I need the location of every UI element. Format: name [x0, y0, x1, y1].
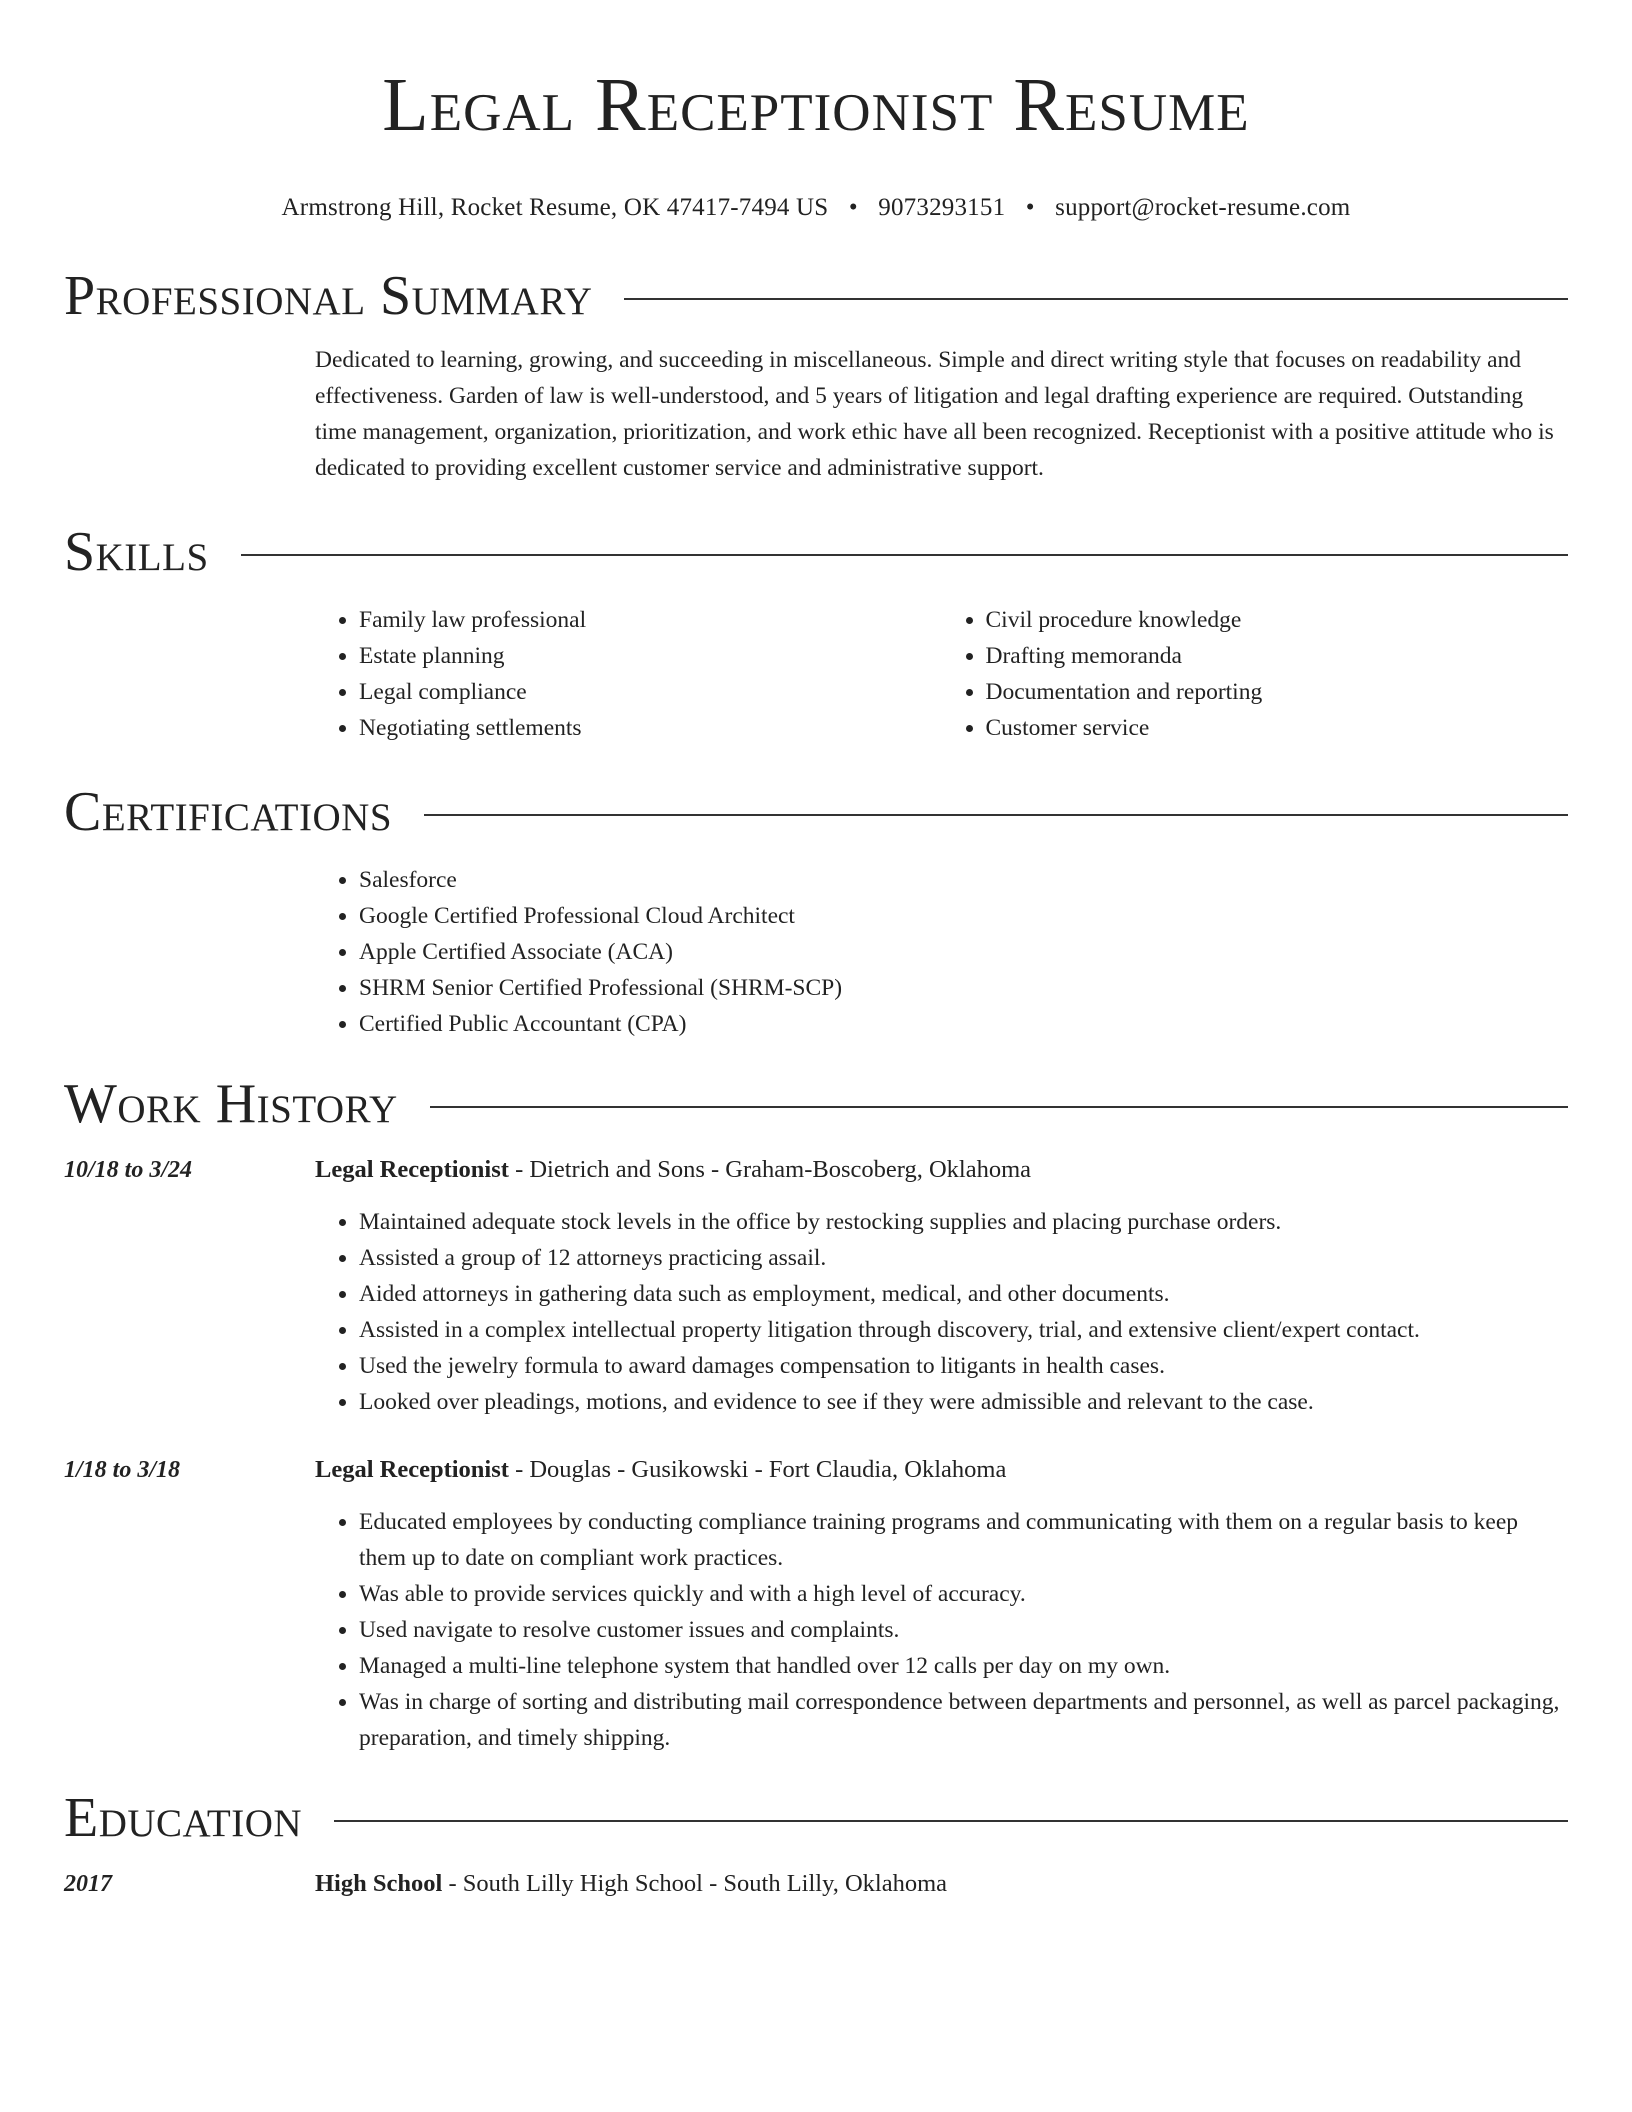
- resume-title: Legal Receptionist Resume: [382, 63, 1250, 147]
- job-heading: [315, 1452, 1568, 1488]
- job-bullet: • Assisted in a complex intellectual property litigation through discovery, trial, and extensive client/expert contact.: [359, 1312, 1568, 1348]
- section-divider: [424, 814, 1568, 816]
- education-degree: High School: [315, 1870, 443, 1897]
- skill-item: • Family law professional: [359, 602, 942, 638]
- skill-item: • Customer service: [986, 710, 1569, 746]
- certification-item: • Certified Public Accountant (CPA): [359, 1006, 1568, 1042]
- education-school-location: - South Lilly High School - South Lilly, Oklahoma: [442, 1870, 948, 1897]
- certifications-list: [315, 862, 1568, 1042]
- job-entry: [64, 1152, 1568, 1420]
- job-dates: 1/18 to 3/18: [64, 1457, 181, 1483]
- skill-item: • Civil procedure knowledge: [986, 602, 1569, 638]
- section-divider: [241, 554, 1568, 556]
- education-year: 2017: [64, 1871, 112, 1897]
- skill-item: • Negotiating settlements: [359, 710, 942, 746]
- section-title-skills: Skills: [64, 521, 209, 583]
- job-bullet: • Was able to provide services quickly and with a high level of accuracy.: [359, 1576, 1568, 1612]
- education-entry: [64, 1866, 1568, 1902]
- skills-column-left: [315, 602, 942, 746]
- section-divider: [430, 1106, 1568, 1108]
- job-bullet: • Looked over pleadings, motions, and evidence to see if they were admissible and relevant to the case.: [359, 1384, 1568, 1420]
- section-title-summary: Professional Summary: [64, 265, 593, 327]
- section-header-summary: [64, 264, 1568, 328]
- skill-item: • Legal compliance: [359, 674, 942, 710]
- job-entry: [64, 1452, 1568, 1756]
- education-heading: [315, 1866, 1568, 1902]
- contact-address: Armstrong Hill, Rocket Resume, OK 47417-7494 US: [281, 194, 829, 221]
- job-title: Legal Receptionist: [315, 1156, 509, 1183]
- job-bullets: [315, 1504, 1568, 1756]
- certification-item: • Apple Certified Associate (ACA): [359, 934, 1568, 970]
- certification-item: • Salesforce: [359, 862, 1568, 898]
- section-divider: [334, 1820, 1568, 1822]
- job-bullet: • Assisted a group of 12 attorneys practicing assail.: [359, 1240, 1568, 1276]
- job-dates: 10/18 to 3/24: [64, 1157, 193, 1183]
- skill-item: • Estate planning: [359, 638, 942, 674]
- section-title-certifications: Certifications: [64, 781, 393, 843]
- job-employer-location: - Dietrich and Sons - Graham-Boscoberg, Oklahoma: [508, 1156, 1032, 1183]
- job-title: Legal Receptionist: [315, 1456, 509, 1483]
- job-bullet: • Maintained adequate stock levels in the office by restocking supplies and placing purchase orders.: [359, 1204, 1568, 1240]
- job-bullet: • Was in charge of sorting and distributing mail correspondence between departments and personnel, as well as parcel packaging, preparation, and timely shipping.: [359, 1684, 1568, 1756]
- certification-item: • Google Certified Professional Cloud Architect: [359, 898, 1568, 934]
- skill-item: • Documentation and reporting: [986, 674, 1569, 710]
- contact-separator: •: [848, 194, 858, 221]
- section-title-work-history: Work History: [64, 1073, 398, 1135]
- job-heading: [315, 1152, 1568, 1188]
- summary-text: Dedicated to learning, growing, and succeeding in miscellaneous. Simple and direct writing style that focuses on readability and effectiveness. Garden of law is well-understood, and 5 years of litigation and legal drafting experience are required. Outstanding time management, organization, prioritization, and work ethic have all been recognized. Receptionist with a positive attitude who is dedicated to providing excellent customer service and administrative support.: [315, 347, 1554, 481]
- section-header-education: [64, 1786, 1568, 1850]
- job-bullet: • Managed a multi-line telephone system that handled over 12 calls per day on my own.: [359, 1648, 1568, 1684]
- contact-email: support@rocket-resume.com: [1055, 194, 1351, 221]
- section-divider: [624, 298, 1568, 300]
- contact-phone: 9073293151: [878, 194, 1006, 221]
- job-bullet: • Aided attorneys in gathering data such as employment, medical, and other documents.: [359, 1276, 1568, 1312]
- certification-item: • SHRM Senior Certified Professional (SHRM-SCP): [359, 970, 1568, 1006]
- job-bullet: • Educated employees by conducting compliance training programs and communicating with them on a regular basis to keep them up to date on compliant work practices.: [359, 1504, 1568, 1576]
- section-header-certifications: [64, 780, 1568, 844]
- job-employer-location: - Douglas - Gusikowski - Fort Claudia, Oklahoma: [508, 1456, 1007, 1483]
- section-header-work-history: [64, 1072, 1568, 1136]
- job-bullets: [315, 1204, 1568, 1420]
- contact-separator: •: [1025, 194, 1035, 221]
- skills-column-right: [942, 602, 1569, 746]
- skills-list: [315, 602, 1568, 746]
- contact-line: [64, 192, 1568, 224]
- job-bullet: • Used the jewelry formula to award damages compensation to litigants in health cases.: [359, 1348, 1568, 1384]
- job-bullet: • Used navigate to resolve customer issues and complaints.: [359, 1612, 1568, 1648]
- section-header-skills: [64, 520, 1568, 584]
- section-title-education: Education: [64, 1787, 303, 1849]
- skill-item: • Drafting memoranda: [986, 638, 1569, 674]
